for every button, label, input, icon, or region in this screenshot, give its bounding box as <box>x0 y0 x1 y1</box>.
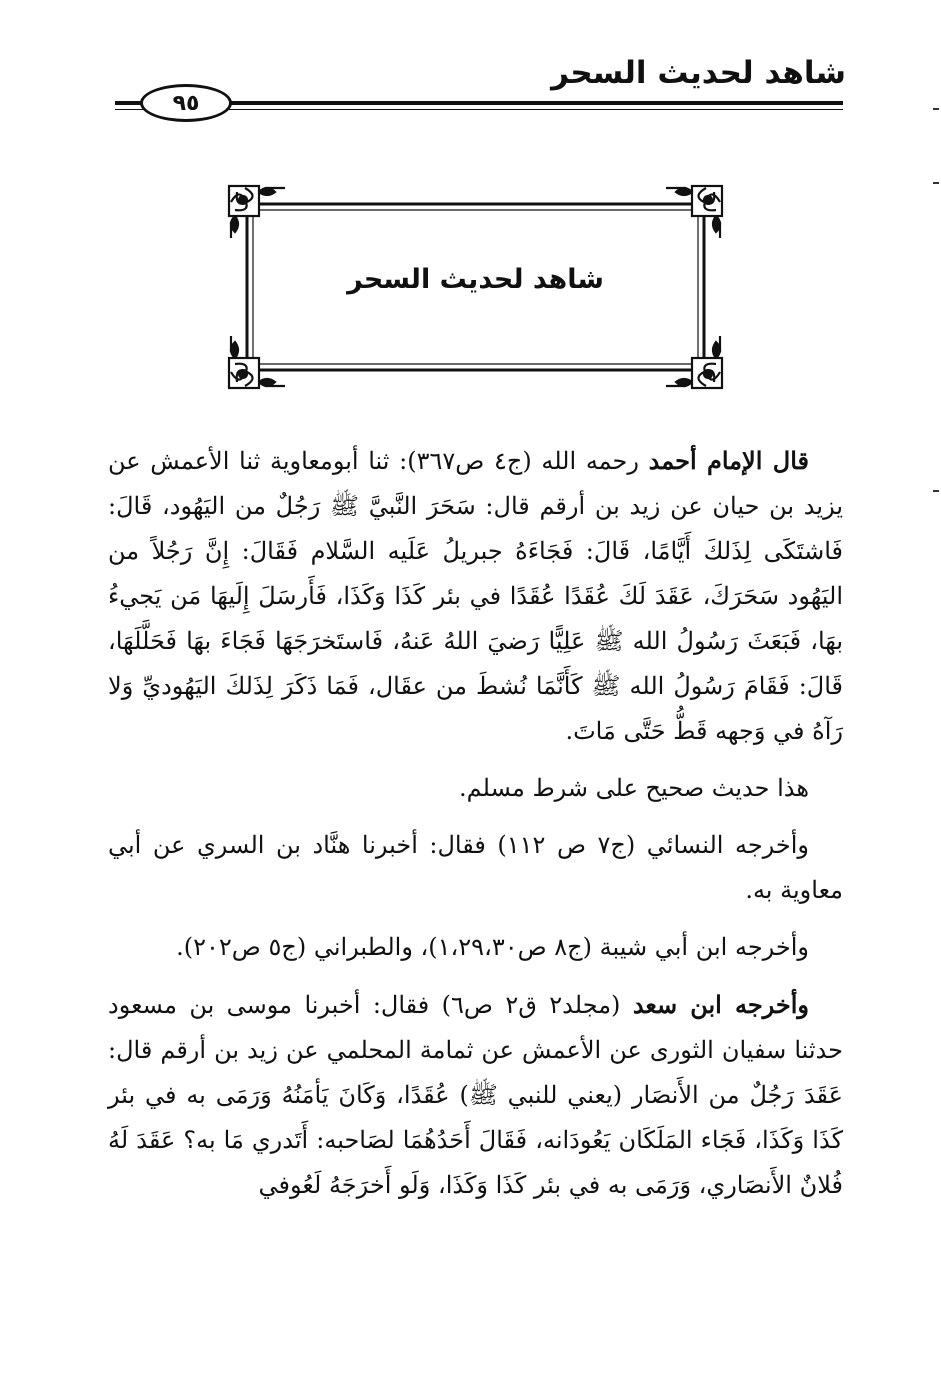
paragraph-grading <box>108 766 843 811</box>
paragraph-text: وأخرجه النسائي (ج٧ ص ١١٢) فقال: أخبرنا هنَّاد بن السري عن أبي معاوية به. <box>108 831 843 904</box>
paragraph-text: (مجلد٢ ق٢ ص٦) فقال: أخبرنا موسى بن مسعود حدثنا سفيان الثورى عن الأعمش عن ثمامة المحلمي عن زيد بن أرقم قال: عَقَدَ رَجُلٌ من الأَنصَار (يعني للنبي ﷺ) عُقَدًا، وَكَانَ يَأمَنُهُ وَرَمَى به في بئر كَذَا وَكَذَا، فَجَاء المَلَكَان يَعُودَانه، فَقَالَ أَحَدُهُمَا لصَاحبه: أَتَدري مَا به؟ عَقَدَ لَهُ فُلانٌ الأَنصَاري، وَرَمَى به في بئر كَذَا وَكَذَا، وَلَو أَخرَجَهُ لَعُوفي <box>108 991 843 1199</box>
paragraph-text: رحمه الله (ج٤ ص٣٦٧): ثنا أبومعاوية ثنا الأعمش عن يزيد بن حيان عن زيد بن أرقم قال: سَحَرَ النَّبيَّ ﷺ رَجُلٌ من اليَهُود، قَالَ: فَاشتَكَى لِذَلكَ أَيَّامًا، قَالَ: فَجَاءَهُ جبريلُ عَلَيه السَّلام فَقَالَ: إِنَّ رَجُلاً من اليَهُود سَحَرَكَ، عَقَدَ لَكَ عُقَدًا عُقَدًا في بئر كَذَا وَكَذَا، فَأَرسَلَ إِلَيهَا مَن يَجيءُ بهَا، فَبَعَثَ رَسُولُ الله ﷺ عَلِيًّا رَضيَ اللهُ عَنهُ، فَاستَخرَجَهَا فَجَاءَ بهَا فَحَلَّلَهَا، قَالَ: فَقَامَ رَسُولُ الله ﷺ كَأَنَّمَا نُشطَ من عقَال، فَمَا ذَكَرَ لِذَلكَ اليَهُوديِّ وَلا رَآهُ في وَجهه قَطُّ حَتَّى مَاتَ. <box>108 447 843 745</box>
corner-ornament-bottom-left <box>229 336 285 388</box>
corner-ornament-top-left <box>229 186 285 238</box>
paragraph-text: هذا حديث صحيح على شرط مسلم. <box>459 774 809 802</box>
scan-mark <box>933 182 939 184</box>
scan-mark <box>933 108 939 110</box>
paragraph-text: وأخرجه ابن أبي شيبة (ج٨ ص١،٢٩،٣٠)، والطبراني (ج٥ ص٢٠٢). <box>176 933 809 961</box>
corner-ornament-bottom-right <box>666 336 722 388</box>
body-text <box>108 438 843 1220</box>
page-number: ٩٥ <box>140 84 232 122</box>
scan-mark <box>933 490 939 492</box>
frame-title: شاهد لحديث السحر <box>347 264 604 295</box>
paragraph-ibn-sad <box>108 982 843 1208</box>
running-title: شاهد لحديث السحر <box>551 55 846 91</box>
paragraph-ahmad-hadith <box>108 438 843 754</box>
paragraph-lead-bold: قال الإمام أحمد <box>648 446 809 475</box>
title-frame <box>225 182 726 392</box>
paragraph-ibn-abi-shaybah <box>108 925 843 970</box>
paragraph-lead-bold: وأخرجه ابن سعد <box>632 990 810 1019</box>
corner-ornament-top-right <box>666 186 722 238</box>
paragraph-nasai <box>108 823 843 913</box>
